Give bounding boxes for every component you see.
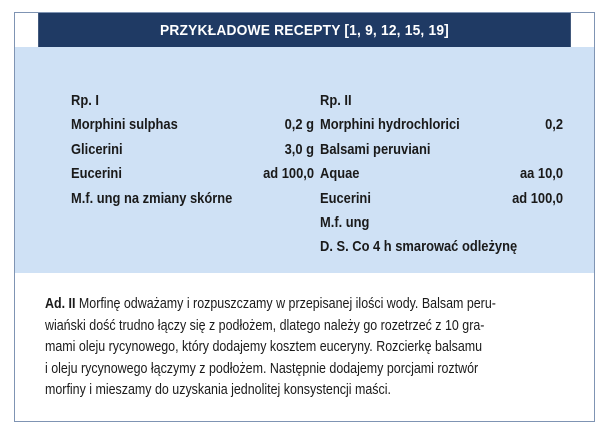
ingredient-amount: 3,0 g (284, 140, 315, 158)
recipe-line (320, 138, 563, 162)
description-panel (15, 275, 594, 421)
description-line: morfiny i mieszamy do uzyskania jednolitej konsystencji maści. (45, 381, 391, 398)
recipes-panel (15, 47, 594, 273)
recipe-right (320, 89, 563, 260)
ingredient-name: Eucerini (320, 189, 371, 207)
ingredient-name: Morphini hydrochlorici (320, 116, 460, 134)
ingredient-name: Glicerini (71, 140, 123, 158)
description-text (45, 293, 570, 401)
ingredient-name: Rp. I (71, 92, 99, 109)
ingredient-amount: 0,2 g (284, 116, 315, 134)
recipe-line (71, 89, 314, 113)
recipe-card (14, 12, 595, 422)
recipe-line (320, 211, 563, 235)
ingredient-amount: aa 10,0 (519, 165, 564, 183)
card-header (38, 13, 571, 47)
recipe-line (320, 187, 563, 211)
recipe-line (71, 162, 314, 186)
recipe-line (320, 113, 563, 137)
recipe-line (71, 138, 314, 162)
ingredient-amount: ad 100,0 (263, 165, 315, 183)
ingredient-name: Rp. II (320, 92, 352, 109)
ingredient-name: Aquae (320, 165, 360, 183)
description-line (45, 293, 496, 315)
description-lead: Ad. II (45, 295, 76, 312)
card-title: PRZYKŁADOWE RECEPTY [1, 9, 12, 15, 19] (160, 21, 449, 39)
description-line: mami oleju rycynowego, który dodajemy kosztem euceryny. Rozcierkę balsamu (45, 338, 483, 355)
ingredient-amount: 0,2 (545, 116, 564, 134)
description-line-text: Morfinę odważamy i rozpuszczamy w przepisanej ilości wody. Balsam peru- (75, 295, 496, 312)
description-line: wiański dość trudno łączy się z podłożem, dlatego należy go rozetrzeć z 10 gra- (45, 316, 485, 334)
ingredient-amount: ad 100,0 (512, 189, 564, 207)
recipe-line (320, 162, 563, 186)
ingredient-name: Morphini sulphas (71, 116, 178, 134)
recipe-line (320, 235, 563, 259)
ingredient-name: Balsami peruviani (320, 140, 431, 158)
ingredient-name: Eucerini (71, 165, 122, 183)
recipe-line (71, 187, 314, 211)
recipe-line (71, 113, 314, 137)
recipe-left (71, 89, 314, 211)
ingredient-name: M.f. ung na zmiany skórne (71, 189, 233, 207)
ingredient-name: D. S. Co 4 h smarować odleżynę (320, 238, 518, 256)
recipe-line (320, 89, 563, 113)
description-line: i oleju rycynowego łączymy z podłożem. Następnie dodajemy porcjami roztwór (45, 359, 479, 377)
ingredient-name: M.f. ung (320, 213, 370, 231)
